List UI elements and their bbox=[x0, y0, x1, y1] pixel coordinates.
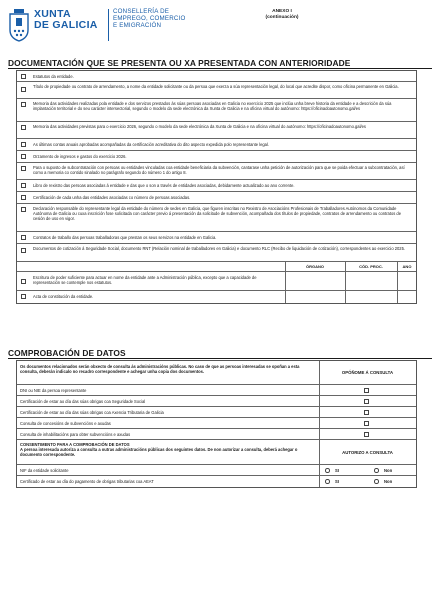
no-radio[interactable] bbox=[374, 468, 379, 473]
consult-row bbox=[17, 396, 416, 407]
consult-item-text: Consulta de concesións de subvencións e axudas bbox=[20, 421, 111, 426]
organ-header-row bbox=[17, 262, 416, 272]
col-divider bbox=[319, 396, 320, 406]
yes-radio[interactable] bbox=[325, 479, 330, 484]
doc-row bbox=[17, 82, 416, 99]
consent-block bbox=[20, 442, 316, 458]
col-divider bbox=[319, 407, 320, 417]
yes-label: SI bbox=[335, 468, 339, 473]
doc-checkbox[interactable] bbox=[21, 294, 26, 299]
yes-radio[interactable] bbox=[325, 468, 330, 473]
doc-row bbox=[17, 204, 416, 232]
galicia-crest-icon bbox=[8, 8, 30, 42]
oppose-checkbox[interactable] bbox=[364, 432, 369, 437]
dept-line-2: EMPREGO, COMERCIO bbox=[113, 14, 186, 22]
doc-row bbox=[17, 163, 416, 180]
doc-row bbox=[17, 232, 416, 244]
consult-item-text: DNI ou NIE da persoa representante bbox=[20, 388, 87, 393]
doc-row bbox=[17, 192, 416, 204]
col-divider bbox=[397, 291, 398, 303]
doc-checkbox[interactable] bbox=[21, 279, 26, 284]
consent-text: A persoa interesada autoriza a consulta a outras administracións públicas dos seguintes datos. De non autorizar a consulta, deberá achegar o documento correspondente. bbox=[20, 447, 298, 458]
annex-subtitle: (continuación) bbox=[265, 15, 299, 20]
doc-checkbox[interactable] bbox=[21, 166, 26, 171]
col-divider bbox=[345, 291, 346, 303]
col-divider bbox=[285, 291, 286, 303]
xunta-logo bbox=[8, 6, 104, 46]
doc-row bbox=[17, 180, 416, 192]
oppose-checkbox[interactable] bbox=[364, 388, 369, 393]
consult-table bbox=[16, 360, 417, 488]
doc-item-text: As últimas contas anuais aprobadas acompañadas da certificación acreditativa do dito aspecto expedida polo representante legal. bbox=[33, 142, 269, 147]
doc-item-text: Documentos de cotización á Seguridade Social, documento RNT (Relación nominal de traballadores en Galicia) e documento RLC (Recibo de liquidación de cotización), correspondentes ao exercicio 2025. bbox=[33, 246, 405, 251]
logo-divider bbox=[108, 9, 109, 41]
logo-line-2: DE GALICIA bbox=[34, 19, 98, 31]
oppose-checkbox[interactable] bbox=[364, 399, 369, 404]
doc-item-text: Estatutos da entidade. bbox=[33, 74, 74, 79]
doc-item-text: Acta de constitución da entidade. bbox=[33, 294, 94, 299]
doc-item-text: Título de propiedade ou contrato de arrendamento, a nome da entidade solicitante ou da persoa que exerza a súa representación legal, do local que acredite dispor, como oficina permanente en Galicia. bbox=[33, 84, 399, 89]
doc-row bbox=[17, 139, 416, 151]
col-divider bbox=[397, 272, 398, 290]
department-name bbox=[113, 9, 186, 29]
doc-checkbox[interactable] bbox=[21, 195, 26, 200]
col-divider bbox=[319, 465, 320, 475]
col-divider bbox=[345, 272, 346, 290]
header bbox=[8, 6, 433, 48]
oppose-header: OPÓÑOME Á CONSULTA bbox=[341, 370, 394, 375]
doc-row bbox=[17, 151, 416, 163]
dept-line-3: E EMIGRACIÓN bbox=[113, 21, 162, 29]
logo-text bbox=[34, 9, 98, 31]
consult-item-text: Consulta de inhabilitacións para obter subvencións e axudas bbox=[20, 432, 131, 437]
doc-checkbox[interactable] bbox=[21, 154, 26, 159]
doc-item-text: Memoria das actividades realizadas pola entidade e dos servizos prestados ás súas persoas asociadas en Galicia no exercicio 2025 que inclúa unha breve historia da entidade e a descrición da súa implantación territorial e do seu carácter intersectorial, segundo o modelo da sede electrónica da Xunta de Galicia e na oficina virtual do autónomo: https://oficinadoautonomo.gal/es bbox=[33, 101, 392, 112]
consult-header-row bbox=[17, 361, 416, 385]
col-divider bbox=[319, 418, 320, 428]
doc-row bbox=[17, 122, 416, 139]
consent-item-text: NIF da entidade solicitante bbox=[20, 468, 69, 473]
consent-header-row bbox=[17, 440, 416, 465]
col-divider bbox=[319, 476, 320, 487]
logo-line-1: XUNTA bbox=[34, 8, 71, 20]
consult-row bbox=[17, 385, 416, 396]
doc-item-text: Para o suposto de subcontratación con persoas ou entidades vinculadas coa entidade beneficiaria da subvención, cantarase unha petición de autorización para que se poida efectuar a subcontratación, así como a memoria co contido sinalado no parágrafo segundo do número 1 do artigo 8. bbox=[33, 165, 405, 176]
no-label: Non bbox=[384, 479, 393, 484]
annex-label bbox=[252, 9, 312, 21]
consult-item-text: Certificación de estar ao día das súas obrigas coa Axencia Tributaria de Galicia bbox=[20, 410, 164, 415]
documents-table bbox=[16, 70, 417, 304]
doc-checkbox[interactable] bbox=[21, 102, 26, 107]
doc-item-text: Declaración responsable do representante legal da entidade do número de sedes en Galicia, que figuren inscritas no Rexistro de Asociacións Profesionais de Traballadores Autónomos da Comunidade Autónoma de Galicia ou cuxa inscrición fose solicitada con carácter previo á presentación da solicitude de subvención, acompañada dos títulos de propiedade, contratos de arrendamento ou contratos de cesión de uso en vigor. bbox=[33, 206, 401, 222]
consent-item-text: Certificado de estar ao día do pagamento de obrigas tributarias coa AEAT bbox=[20, 479, 154, 484]
consult-item-text: Certificación de estar ao día das súas obrigas coa Seguridade Social bbox=[20, 399, 146, 404]
doc-row bbox=[17, 71, 416, 82]
year-col-header: ANO bbox=[402, 264, 412, 269]
doc-checkbox[interactable] bbox=[21, 235, 26, 240]
doc-row-organ bbox=[17, 272, 416, 291]
doc-checkbox[interactable] bbox=[21, 248, 26, 253]
consult-section-title: COMPROBACIÓN DE DATOS bbox=[8, 348, 126, 358]
doc-row-organ bbox=[17, 291, 416, 303]
doc-checkbox[interactable] bbox=[21, 183, 26, 188]
consent-title: CONSENTIMENTO PARA A COMPROBACIÓN DE DATOS bbox=[20, 442, 130, 447]
doc-item-text: Libro de rexistro das persoas asociadas á entidade e das que o son a través de entidades asociadas, debidamente actualizado ao ano corrente. bbox=[33, 183, 295, 188]
doc-checkbox[interactable] bbox=[21, 207, 26, 212]
consent-row bbox=[17, 476, 416, 487]
authorize-header: AUTORIZO A CONSULTA bbox=[342, 450, 393, 455]
doc-title-rule bbox=[8, 68, 432, 69]
no-radio[interactable] bbox=[374, 479, 379, 484]
doc-checkbox[interactable] bbox=[21, 142, 26, 147]
no-label: Non bbox=[384, 468, 393, 473]
col-divider bbox=[319, 429, 320, 439]
yes-label: SI bbox=[335, 479, 339, 484]
consent-row bbox=[17, 465, 416, 476]
doc-checkbox[interactable] bbox=[21, 87, 26, 92]
proc-code-col-header: CÓD. PROC. bbox=[359, 264, 383, 269]
col-divider bbox=[285, 262, 286, 271]
doc-section-title: DOCUMENTACIÓN QUE SE PRESENTA OU XA PRESENTADA CON ANTERIORIDADE bbox=[8, 58, 351, 68]
consult-row bbox=[17, 418, 416, 429]
col-divider bbox=[319, 385, 320, 395]
oppose-checkbox[interactable] bbox=[364, 410, 369, 415]
consult-row bbox=[17, 407, 416, 418]
doc-row bbox=[17, 244, 416, 262]
doc-item-text: Certificación de cada unha das entidades asociadas co número de persoas asociadas. bbox=[33, 195, 191, 200]
doc-row bbox=[17, 99, 416, 122]
col-divider bbox=[285, 272, 286, 290]
doc-checkbox[interactable] bbox=[21, 74, 26, 79]
doc-checkbox[interactable] bbox=[21, 125, 26, 130]
oppose-checkbox[interactable] bbox=[364, 421, 369, 426]
doc-item-text: Memoria das actividades previstas para o exercicio 2026, segundo o modelo da sede electrónica da Xunta de Galicia e na oficina virtual do autónomo: https://oficinadoautonomo.gal/es bbox=[33, 124, 366, 129]
doc-item-text: Escritura de poder suficiente para actuar en nome da entidade ante a Administración pública, excepto que a capacidade de representación se contemple nos estatutos. bbox=[33, 275, 257, 286]
consult-title-rule bbox=[8, 358, 432, 359]
organ-col-header: ÓRGANO bbox=[306, 264, 324, 269]
annex-title: ANEXO I bbox=[272, 9, 292, 14]
consult-row bbox=[17, 429, 416, 440]
doc-item-text: Orzamento de ingresos e gastos do exercicio 2026. bbox=[33, 154, 127, 159]
consult-intro: Os documentos relacionados serán obxecto de consulta ás administracións públicas. No caso de que as persoas interesadas se opoñan a esta consulta, deberán indicalo no recadro correspondente e achegar unha copia dos documentos. bbox=[20, 364, 300, 375]
dept-line-1: CONSELLERÍA DE bbox=[113, 8, 170, 15]
doc-item-text: Contratos de traballo das persoas traballadoras que prestan os seus servizos na entidade en Galicia. bbox=[33, 235, 217, 240]
